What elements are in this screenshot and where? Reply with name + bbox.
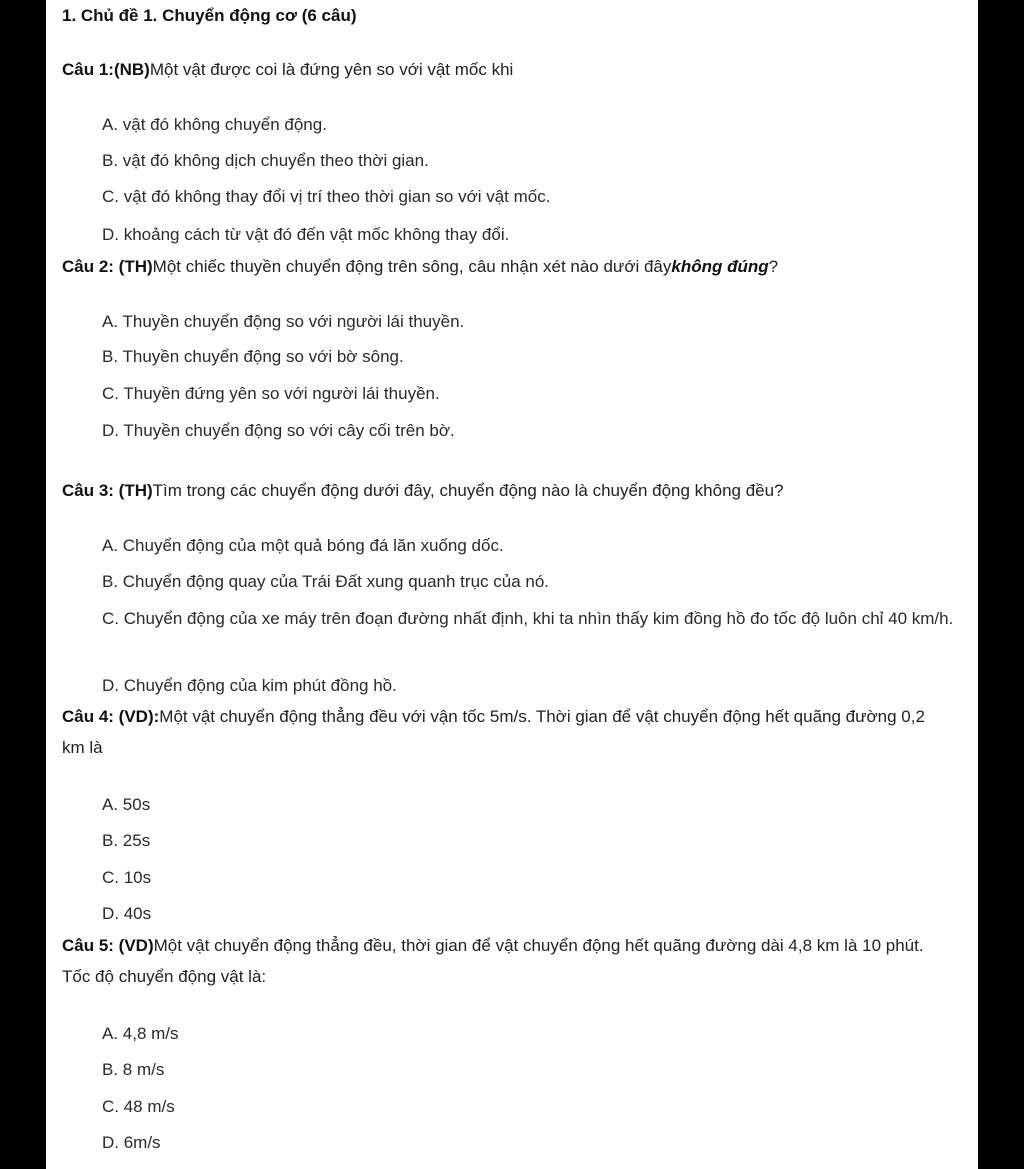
answer-option: B. 8 m/s: [102, 1060, 165, 1079]
question-text: Tìm trong các chuyển động dưới đây, chuyển động nào là chuyển động không đều?: [152, 481, 784, 500]
answer-option: B. 25s: [102, 831, 151, 850]
answer-option: C. vật đó không thay đổi vị trí theo thời gian so với vật mốc.: [102, 187, 551, 206]
answer-option: D. khoảng cách từ vật đó đến vật mốc không thay đổi.: [102, 225, 510, 244]
question-label: Câu 4: (VD):: [62, 707, 160, 726]
answer-option: A. vật đó không chuyển động.: [102, 115, 327, 134]
question-5: [62, 930, 952, 992]
answer-option: B. Thuyền chuyển động so với bờ sông.: [102, 347, 404, 366]
section-title: 1. Chủ đề 1. Chuyển động cơ (6 câu): [62, 6, 357, 25]
answer-option: D. Thuyền chuyển động so với cây cối trên bờ.: [102, 421, 455, 440]
answer-option: A. 50s: [102, 795, 151, 814]
answer-option: A. Chuyển động của một quả bóng đá lăn xuống dốc.: [102, 536, 504, 555]
answer-option: A. Thuyền chuyển động so với người lái thuyền.: [102, 312, 465, 331]
answer-option: D. Chuyển động của kim phút đồng hồ.: [102, 676, 397, 695]
answer-option: C. 48 m/s: [102, 1097, 175, 1116]
question-text: Một vật được coi là đứng yên so với vật mốc khi: [149, 60, 514, 79]
answer-option: D. 40s: [102, 904, 152, 923]
question-3: [62, 475, 952, 506]
answer-option: D. 6m/s: [102, 1133, 161, 1152]
question-label: Câu 5: (VD): [62, 936, 154, 955]
answer-option: B. vật đó không dịch chuyển theo thời gian.: [102, 151, 429, 170]
answer-option: C. 10s: [102, 868, 152, 887]
answer-option: C. Chuyển động của xe máy trên đoạn đường nhất định, khi ta nhìn thấy kim đồng hồ đo tốc độ luôn chỉ 40 km/h.: [102, 609, 954, 628]
question-text: Một vật chuyển động thẳng đều, thời gian để vật chuyển động hết quãng đường dài 4,8 km là 10 phút. Tốc độ chuyển động vật là:: [62, 936, 924, 986]
question-2: [62, 251, 952, 282]
question-text: Một chiếc thuyền chuyển động trên sông, câu nhận xét nào dưới đây: [152, 257, 672, 276]
question-tail: ?: [768, 257, 779, 276]
document-page: [46, 0, 978, 1169]
question-4: [62, 701, 952, 763]
answer-option: A. 4,8 m/s: [102, 1024, 179, 1043]
question-label: Câu 2: (TH): [62, 257, 153, 276]
question-1: [62, 54, 952, 85]
answer-option: B. Chuyển động quay của Trái Đất xung quanh trục của nó.: [102, 572, 550, 591]
question-emphasis: không đúng: [671, 257, 769, 276]
question-text: Một vật chuyển động thẳng đều với vận tốc 5m/s. Thời gian để vật chuyển động hết quãng đường 0,2 km là: [62, 707, 925, 757]
answer-option: C. Thuyền đứng yên so với người lái thuyền.: [102, 384, 440, 403]
question-label: Câu 3: (TH): [62, 481, 153, 500]
question-label: Câu 1:(NB): [62, 60, 150, 79]
